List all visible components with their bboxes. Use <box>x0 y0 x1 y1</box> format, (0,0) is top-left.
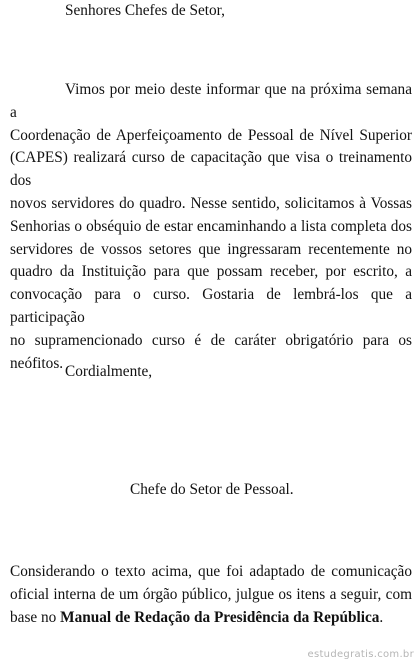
body-line: servidores de vossos setores que ingressaram recentemente no <box>10 240 412 258</box>
manual-reference: Manual de Redação da Presidência da República <box>60 608 380 626</box>
question-line: Considerando o texto acima, que foi adaptado de comunicação <box>10 563 412 580</box>
question-suffix: . <box>379 608 384 626</box>
signature: Chefe do Setor de Pessoal. <box>130 481 294 498</box>
body-line: Vimos por meio deste informar que na próxima semana a <box>10 81 412 121</box>
question-paragraph <box>10 561 412 629</box>
question-line: oficial interna de um órgão público, julgue os itens a seguir, com <box>10 585 412 603</box>
body-line: Senhorias o obséquio de estar encaminhando a lista completa dos <box>10 217 412 235</box>
site-watermark: estudegratis.com.br <box>307 649 414 660</box>
body-line: Coordenação de Aperfeiçoamento de Pessoal de Nível Superior <box>10 126 412 144</box>
closing: Cordialmente, <box>65 363 153 380</box>
body-line: convocação para o curso. Gostaria de lembrá-los que a participação <box>10 286 412 326</box>
body-line: quadro da Instituição para que possam receber, por escrito, a <box>10 263 412 281</box>
body-line: (CAPES) realizará curso de capacitação que visa o treinamento dos <box>10 149 412 190</box>
body-paragraph <box>10 79 412 375</box>
body-line: novos servidores do quadro. Nesse sentido, solicitamos à Vossas <box>10 194 412 212</box>
question-line <box>10 607 412 630</box>
question-prefix: base no <box>10 608 61 626</box>
body-line: no supramencionado curso é de caráter obrigatório para os neófitos. <box>10 331 412 372</box>
greeting: Senhores Chefes de Setor, <box>65 2 225 19</box>
